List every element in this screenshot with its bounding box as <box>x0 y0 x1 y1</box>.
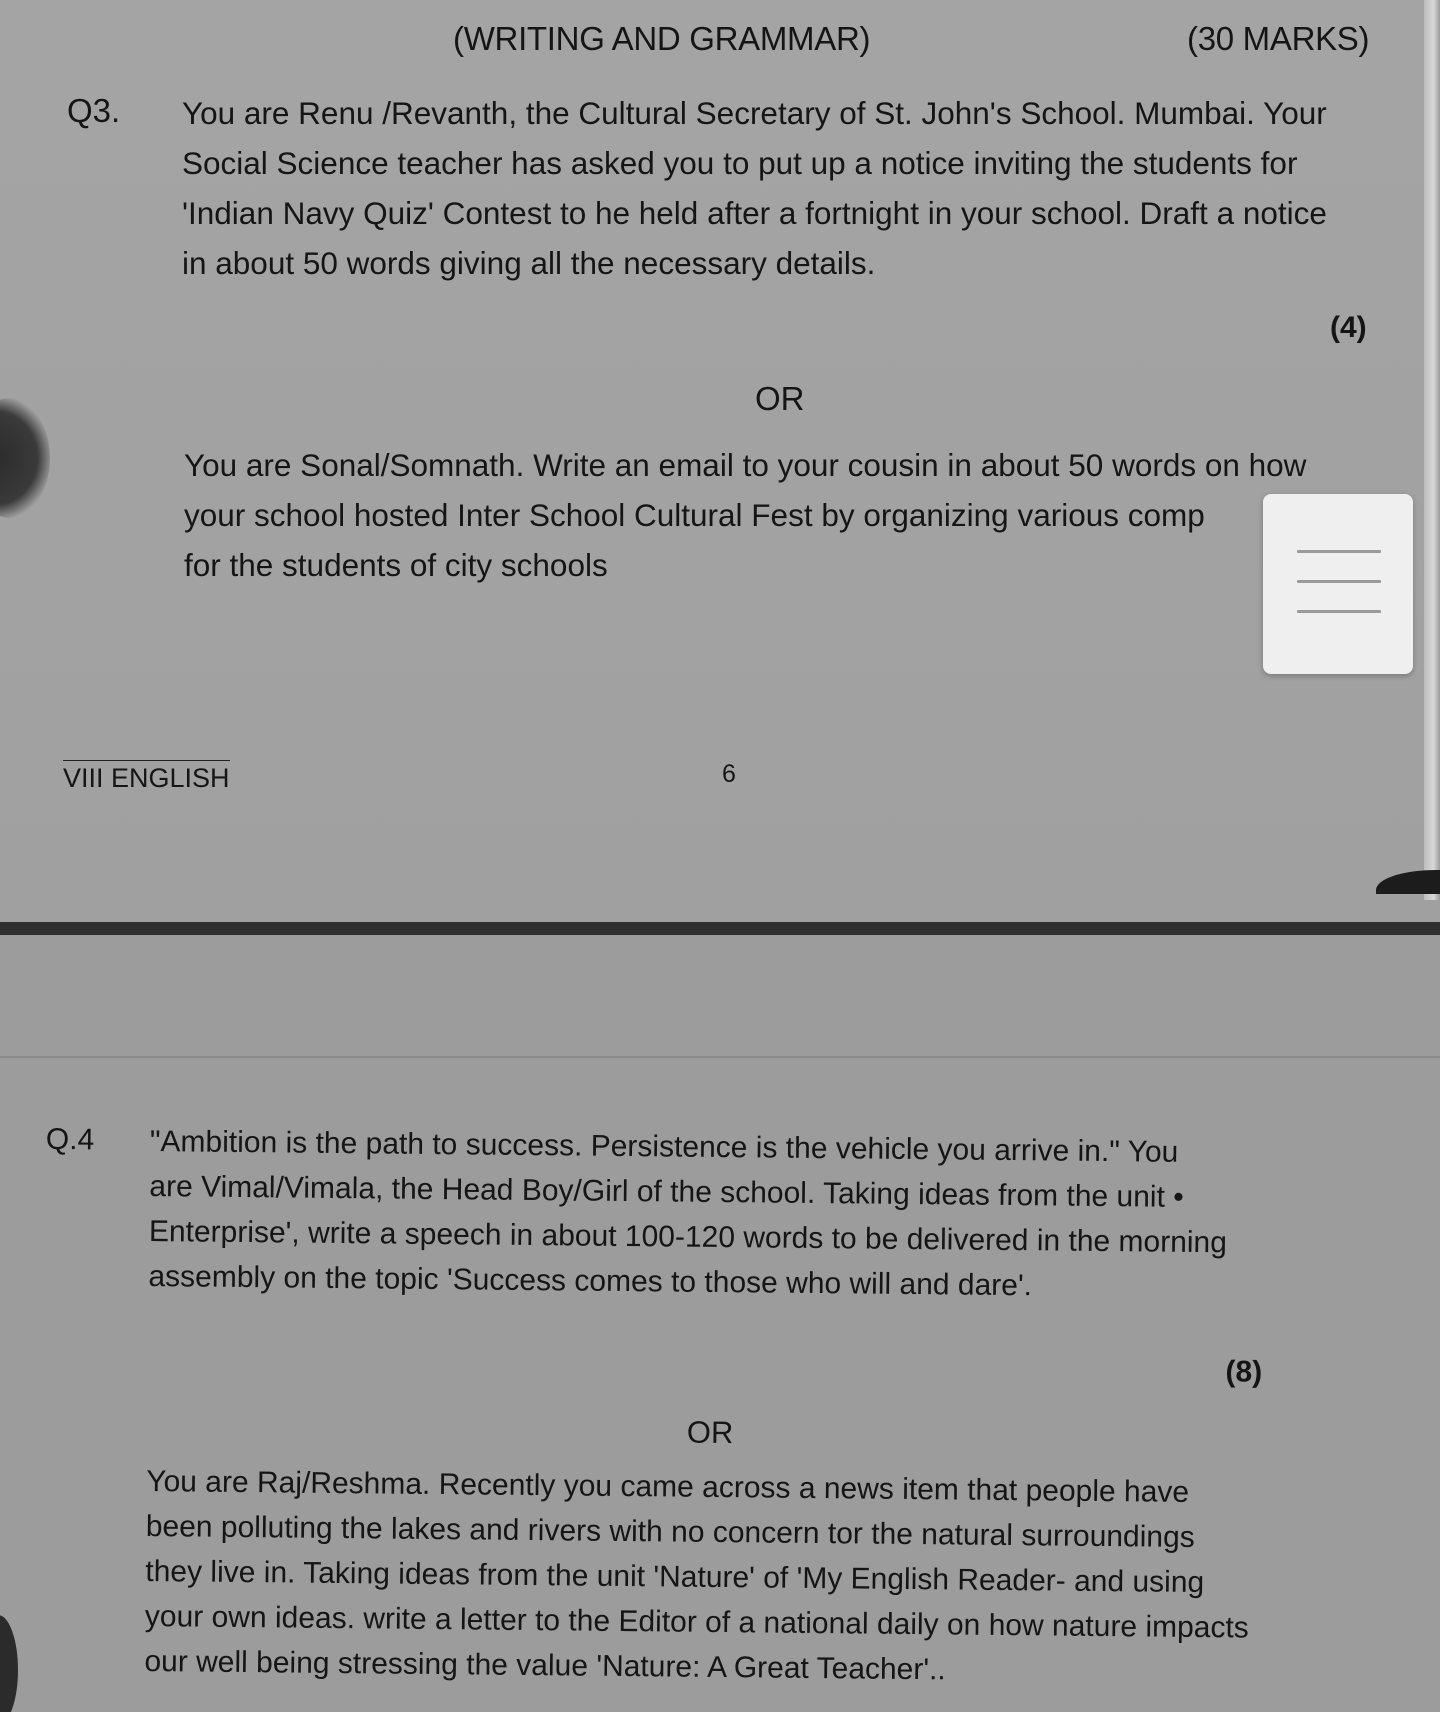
thumb-shadow <box>0 398 50 518</box>
or-separator: OR <box>755 380 805 417</box>
question-text <box>182 88 1368 288</box>
question-number: Q.4 <box>45 1122 95 1157</box>
footer-page-number: 6 <box>722 760 736 788</box>
question-line: are Vimal/Vimala, the Head Boy/Girl of the school. Taking ideas from the unit • <box>149 1170 1184 1214</box>
question-line: Enterprise', write a speech in about 100-120 words to be delivered in the morning <box>148 1215 1228 1260</box>
question-line: our well being stressing the value 'Nature: A Great Teacher'.. <box>144 1644 946 1687</box>
question-line: You are Sonal/Somnath. Write an email to your cousin in about 50 words on how <box>184 447 1307 483</box>
section-title: (WRITING AND GRAMMAR) <box>453 20 871 57</box>
question-line: 'Indian Navy Quiz' Contest to he held after a fortnight in your school. Draft a notice <box>182 195 1327 231</box>
question-marks: (4) <box>1330 311 1367 344</box>
question-text <box>148 1119 1268 1311</box>
alternative-question-text <box>144 1459 1264 1696</box>
section-marks: (30 MARKS) <box>1187 20 1370 57</box>
page-2-content <box>0 935 1440 1712</box>
question-number: Q3. <box>67 92 121 129</box>
question-line: your own ideas. write a letter to the Editor of a national daily on how nature impacts <box>144 1599 1249 1645</box>
question-line: in about 50 words giving all the necessary details. <box>182 245 876 281</box>
page-2 <box>0 935 1440 1712</box>
page-divider <box>0 922 1440 935</box>
question-line: Social Science teacher has asked you to put up a notice inviting the students for <box>182 145 1298 181</box>
question-line: You are Renu /Revanth, the Cultural Secretary of St. John's School. Mumbai. Your <box>182 95 1327 131</box>
question-marks: (8) <box>1225 1355 1263 1389</box>
question-line: your school hosted Inter School Cultural Fest by organizing various comp <box>184 497 1205 533</box>
page-corner-shadow <box>1376 870 1440 894</box>
question-line: assembly on the topic 'Success comes to those who will and dare'. <box>148 1260 1033 1303</box>
question-line: they live in. Taking ideas from the unit 'Nature' of 'My English Reader- and using <box>145 1554 1205 1600</box>
question-line: been polluting the lakes and rivers with no concern tor the natural surroundings <box>145 1509 1195 1554</box>
alternative-question-text <box>184 440 1370 590</box>
or-separator: OR <box>686 1414 734 1451</box>
page-edge <box>1424 0 1440 900</box>
question-line: You are Raj/Reshma. Recently you came across a news item that people have <box>146 1465 1190 1509</box>
floating-menu-button[interactable] <box>1263 494 1413 674</box>
question-line: for the students of city schools <box>184 547 608 583</box>
footer-subject: VIII ENGLISH <box>63 760 230 794</box>
question-line: "Ambition is the path to success. Persistence is the vehicle you arrive in." You <box>149 1125 1179 1169</box>
